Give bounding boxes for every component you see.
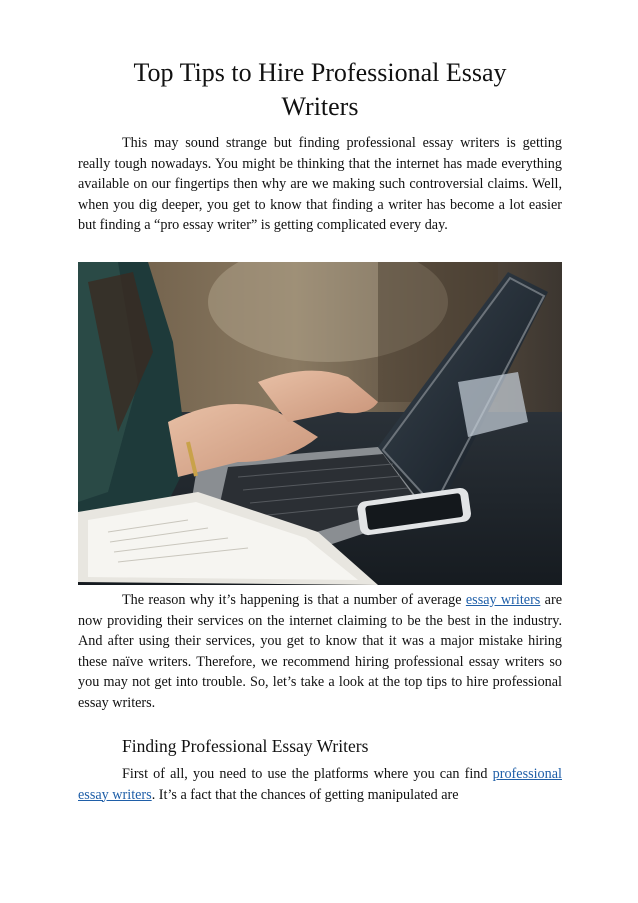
reason-text-end: are now providing their services on the internet claiming to be the best in the industry. And after using their services, you get to know that it was a major mistake hiring these naïve writers. Therefore, we recommend hiring professional essay writers so you may not get into trouble. So, let’s take a look at the top tips to hire professional essay writers. [78,592,562,711]
title-line-1: Top Tips to Hire Professional Essay [133,58,507,87]
document-title [78,56,562,124]
finding-text-end: . It’s a fact that the chances of getting manipulated are [151,786,459,803]
reason-text-start: The reason why it’s happening is that a number of average [122,592,466,608]
finding-paragraph [78,764,562,805]
professional-essay-writers-link[interactable]: professional essay writers [78,766,562,803]
section-heading: Finding Professional Essay Writers [122,736,369,756]
intro-paragraph [78,133,562,236]
reason-paragraph [78,590,562,714]
laptop-photo-illustration [78,262,562,585]
title-line-2: Writers [281,92,359,121]
laptop-photo [78,262,562,585]
intro-text: This may sound strange but finding professional essay writers is getting really tough nowadays. You might be thinking that the internet has made everything available on our fingertips then why are we making such controversial claims. Well, when you dig deeper, you get to know that finding a writer has become a lot easier but finding a “pro essay writer” is getting complicated every day. [78,135,562,234]
essay-writers-link[interactable]: essay writers [465,592,541,608]
finding-text-start: First of all, you need to use the platforms where you can find [122,766,493,782]
